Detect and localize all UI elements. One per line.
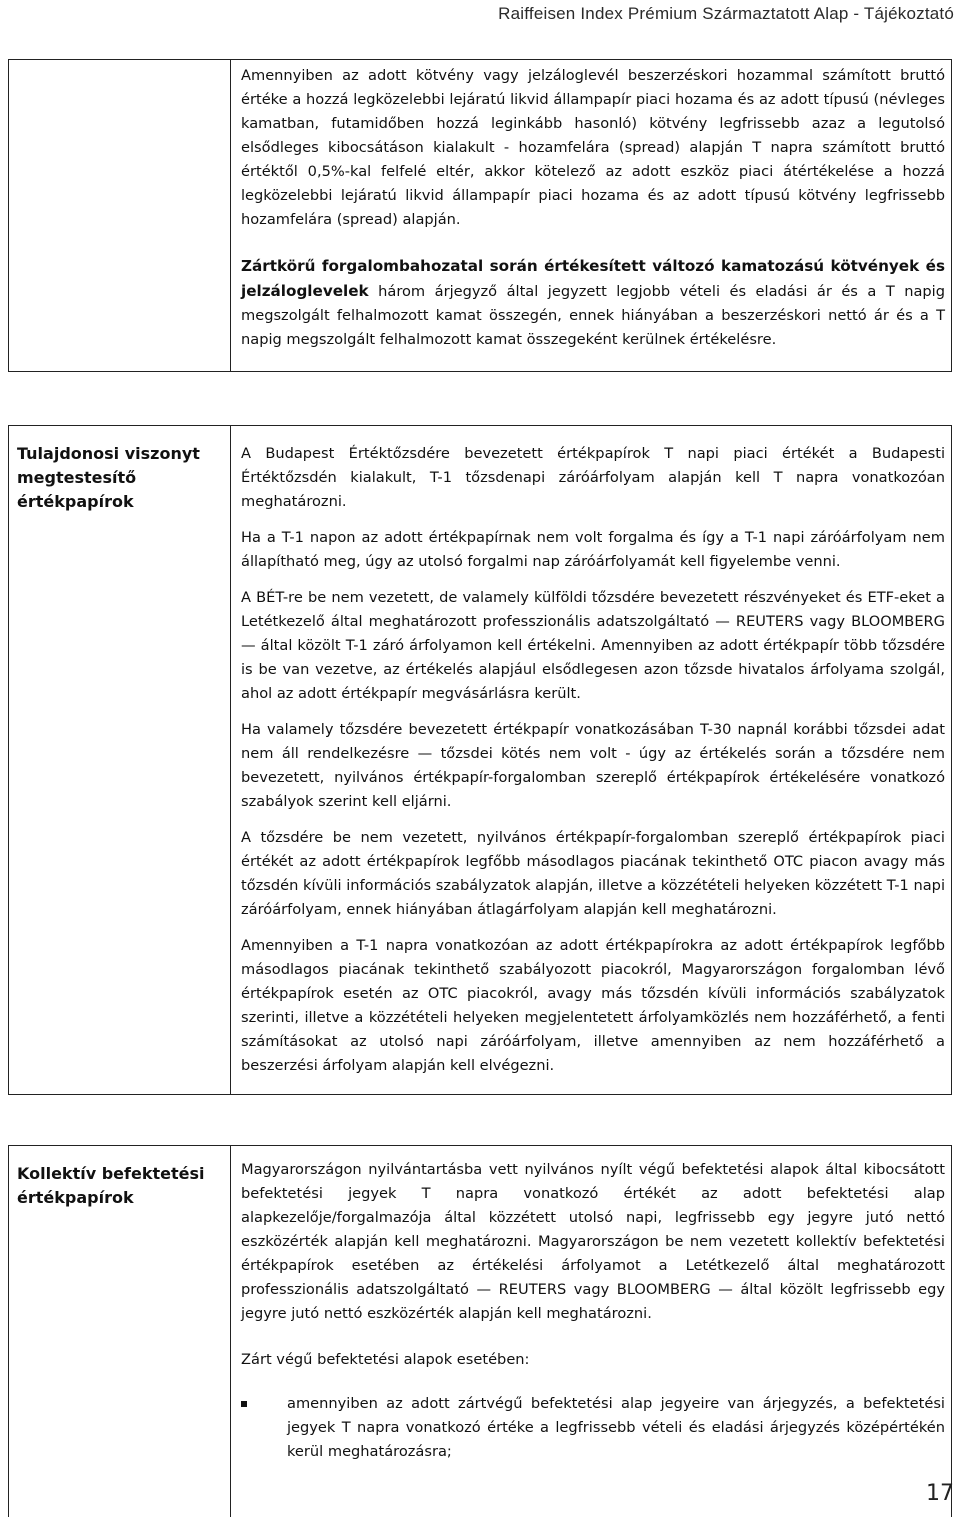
paragraph: Ha valamely tőzsdére bevezetett értékpapír vonatkozásában T-30 napnál korábbi tőzsdei adat nem áll rendelkezésre — tőzsdei kötés nem volt - úgy az értékelés során a tőzsdére nem bevezetett, nyilvános értékpapír-forgalomban szereplő értékpapírok értékelésére vonatkozó szabályok szerint kell eljárni. xyxy=(241,721,945,810)
paragraph: Ha a T-1 napon az adott értékpapírnak nem volt forgalma és így a T-1 napi záróárfolyam nem állapítható meg, úgy az utolsó forgalmi nap záróárfolyamát kell figyelembe venni. xyxy=(241,529,945,570)
equity-securities-label: Tulajdonosi viszonyt megtestesítő értékpapírok xyxy=(17,444,200,511)
paragraph: A BÉT-re be nem vezetett, de valamely külföldi tőzsdére bevezetett részvényeket és ETF-eket a Letétkezelő által meghatározott professzionális adatszolgáltató — REUTERS vagy BLOOMBERG — által közölt T-1 záró árfolyamon kell értékelni. Amennyiben az adott értékpapír több tőzsdére is be van vezetve, az értékelés alapjául elsődlegesen azon tőzsde hivatalos árfolyama szolgál, ahol az adott értékpapír megvásárlásra került. xyxy=(241,589,945,702)
valuation-table-section-1 xyxy=(8,59,952,372)
collective-investment-label: Kollektív befektetési értékpapírok xyxy=(17,1164,205,1207)
square-bullet-icon xyxy=(241,1401,247,1407)
column-divider xyxy=(230,1146,231,1517)
paragraph: Amennyiben a T-1 napra vonatkozóan az adott értékpapírokra az adott értékpapírok legfőbb másodlagos piacának tekinthető szabályozott piacokról, Magyarországon forgalomban lévő értékpapírok esetén az OTC piacokról, avagy más tőzsdén kívüli információs szabályzatok szerinti, illetve a közzétételi helyeken megjelentetett árfolyamközlés nem hozzáférhető, a fenti számításokat az utolsó napi záróárfolyam, illetve amennyiben az nem hozzáférhető a beszerzési árfolyam alapján kell elvégezni. xyxy=(241,937,945,1074)
paragraph: A Budapest Értéktőzsdére bevezetett értékpapírok T napi piaci értékét a Budapesti Értéktőzsdén kialakult, T-1 tőzsdenapi záróárfolyam alapján kell T napra vonatkozóan meghatározni. xyxy=(241,445,945,510)
column-divider xyxy=(230,60,231,371)
list-item xyxy=(241,1392,945,1464)
bullet-list xyxy=(241,1392,945,1464)
list-item-text: amennyiben az adott zártvégű befektetési alap jegyeire van árjegyzés, a befektetési jegyek T napra vonatkozó értéke a legfrissebb vételi és eladási árjegyzés középértékén kerül meghatározásra; xyxy=(287,1395,945,1460)
private-placement-text: három árjegyző által jegyzett legjobb vételi és eladási ár és a T napig megszolgált felhalmozott kamat összegén, ennek hiányában a beszerzéskori nettó ár és a T napig megszolgált felhalmozott kamat összegeként kerülnek értékelésre. xyxy=(241,283,945,348)
valuation-table-section-2 xyxy=(8,425,952,1095)
document-header: Raiffeisen Index Prémium Származtatott Alap - Tájékoztató xyxy=(498,4,954,23)
column-divider xyxy=(230,426,231,1094)
section-2-content xyxy=(241,442,945,1090)
valuation-table-section-3 xyxy=(8,1145,952,1517)
page-number: 17 xyxy=(926,1481,954,1506)
private-placement-paragraph xyxy=(241,254,945,352)
bond-valuation-paragraph: Amennyiben az adott kötvény vagy jelzáloglevél beszerzéskori hozammal számított bruttó értéke a hozzá legközelebbi lejáratú likvid állampapír piaci hozama és az adott típusú (névleges kamatban, futamidőben hozzá leginkább hasonló) kötvény legfrissebb azaz a legutolsó elsődleges kibocsátáson kialakult - hozamfelára (spread) alapján T napra számított bruttó értéktől 0,5%-kal felfelé eltér, akkor kötelező az adott eszköz piaci átértékelése a hozzá legközelebbi lejáratú likvid állampapír piaci hozama és az adott típusú kötvény legfrissebb hozamfelára (spread) alapján. xyxy=(241,67,945,228)
closed-end-funds-intro: Zárt végű befektetési alapok esetében: xyxy=(241,1351,530,1368)
private-placement-lead: Zártkörű forgalombahozatal során értékesített változó kamatozású kötvények és jelzáloglevelek xyxy=(241,257,945,300)
section-1-content xyxy=(241,64,945,364)
paragraph: Magyarországon nyilvántartásba vett nyilvános nyílt végű befektetési alapok által kibocsátott befektetési jegyek T napra vonatkozó értékét az adott befektetési alap alapkezelője/forgalmazója által közzétett utolsó napi, legfrissebb egy jegyre jutó nettó eszközérték alapján kell meghatározni. Magyarországon be nem vezetett kollektív befektetési értékpapírok esetében az értékelési árfolyamot a Letétkezelő által meghatározott professzionális adatszolgáltató — REUTERS vagy BLOOMBERG — által közölt legfrissebb egy jegyre jutó nettó eszközérték alapján kell meghatározni. xyxy=(241,1161,945,1322)
section-3-content xyxy=(241,1158,945,1464)
paragraph: A tőzsdére be nem vezetett, nyilvános értékpapír-forgalomban szereplő értékpapírok piaci értékét az adott értékpapírok legfőbb másodlagos piacának tekinthető OTC piacon avagy más tőzsdén kívüli információs szabályzatok alapján, illetve a közzétételi helyeken közzétett T-1 napi záróárfolyam, ennek hiányában átlagárfolyam alapján kell meghatározni. xyxy=(241,829,945,918)
